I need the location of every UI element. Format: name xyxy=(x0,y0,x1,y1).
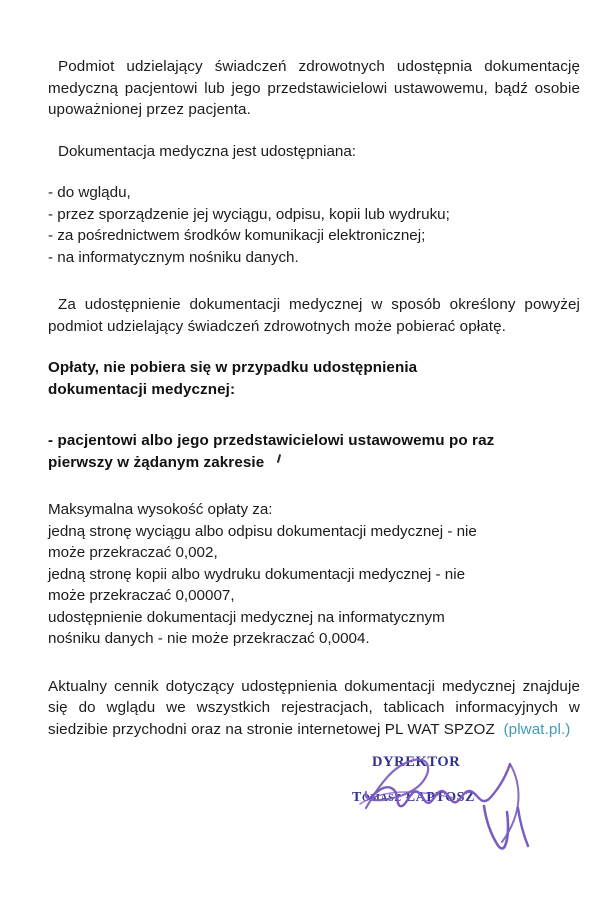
fee-schedule xyxy=(48,499,580,650)
stamp-title: DYREKTOR xyxy=(372,754,461,770)
paragraph-price-list-location xyxy=(48,676,580,741)
paragraph-price-list-head: Aktualny cennik dotyczący udostępnienia dokumentacji medycznej znajduje się do wglądu we wszystkich rejestracjach, tablicach informacyjnych w siedzibie przychodni oraz na stronie internetowej xyxy=(48,677,580,738)
paragraph-fee-allowed xyxy=(48,294,580,337)
fee-item-copy-tail: może przekraczać 0,00007, xyxy=(48,587,235,604)
stray-pen-mark xyxy=(264,466,290,467)
bold-bullet-tail: pierwszy w żądanym zakresie xyxy=(48,453,265,471)
bold-bullet-head: - pacjentowi albo jego przedstawicielowi ustawowemu po raz xyxy=(48,432,495,449)
bold-bullet-first-request xyxy=(48,430,580,473)
spacer xyxy=(48,162,580,182)
organization-name: PL WAT SPZOZ xyxy=(384,720,495,738)
heading-no-fee-cases-head: Opłaty, nie pobiera się w przypadku udostępnienia xyxy=(48,359,418,376)
signature-block xyxy=(352,752,552,857)
list-item: - za pośrednictwem środków komunikacji elektronicznej; xyxy=(48,227,426,244)
spacer xyxy=(48,337,580,357)
website-link[interactable]: (plwat.pl.) xyxy=(503,720,571,738)
list-item: - na informatycznym nośniku danych. xyxy=(48,248,299,266)
fee-item-extract xyxy=(48,521,580,564)
fee-schedule-lead: Maksymalna wysokość opłaty za: xyxy=(48,501,273,518)
list-item: - przez sporządzenie jej wyciągu, odpisu, kopii lub wydruku; xyxy=(48,205,450,223)
fee-item-copy-head: jedną stronę kopii albo wydruku dokumentacji medycznej - nie xyxy=(48,565,466,583)
stamp-name: Tomasz ŁAPTOSZ xyxy=(352,790,476,805)
fee-item-copy xyxy=(48,564,580,607)
heading-no-fee-cases-tail: dokumentacji medycznej: xyxy=(48,380,236,398)
disclosure-methods-list xyxy=(48,182,580,268)
paragraph-fee-allowed-tail: pobierać opłatę. xyxy=(396,317,506,335)
fee-item-digital-head: udostępnienie dokumentacji medycznej na informatycznym xyxy=(48,608,445,626)
bold-bullet-tail-wrap xyxy=(48,452,580,474)
spacer xyxy=(48,473,580,499)
paragraph-lead-in: Dokumentacja medyczna jest udostępniana: xyxy=(58,142,357,160)
paragraph-fee-allowed-head: Za udostępnienie dokumentacji medycznej w sposób określony powyżej podmiot udzielający świadczeń zdrowotnych może xyxy=(48,296,580,335)
spacer xyxy=(48,121,580,141)
paragraph-disclosure-subject: Podmiot udzielający świadczeń zdrowotnych udostępnia dokumentację medyczną pacjentowi lub jego przedstawicielowi ustawowemu, bądź osobie upoważnionej przez pacjenta. xyxy=(48,58,580,118)
fee-item-extract-tail: może przekraczać 0,002, xyxy=(48,544,218,561)
paragraph-price-list-tail xyxy=(385,721,571,738)
list-item: - do wglądu, xyxy=(48,184,131,201)
spacer xyxy=(48,400,580,430)
fee-item-digital-tail: nośniku danych - nie może przekraczać 0,0004. xyxy=(48,630,370,647)
document-body xyxy=(48,56,580,740)
heading-no-fee-cases xyxy=(48,357,580,400)
spacer xyxy=(48,650,580,676)
fee-item-extract-head: jedną stronę wyciągu albo odpisu dokumentacji medycznej - nie xyxy=(48,522,477,540)
spacer xyxy=(48,268,580,294)
fee-item-digital xyxy=(48,607,580,650)
